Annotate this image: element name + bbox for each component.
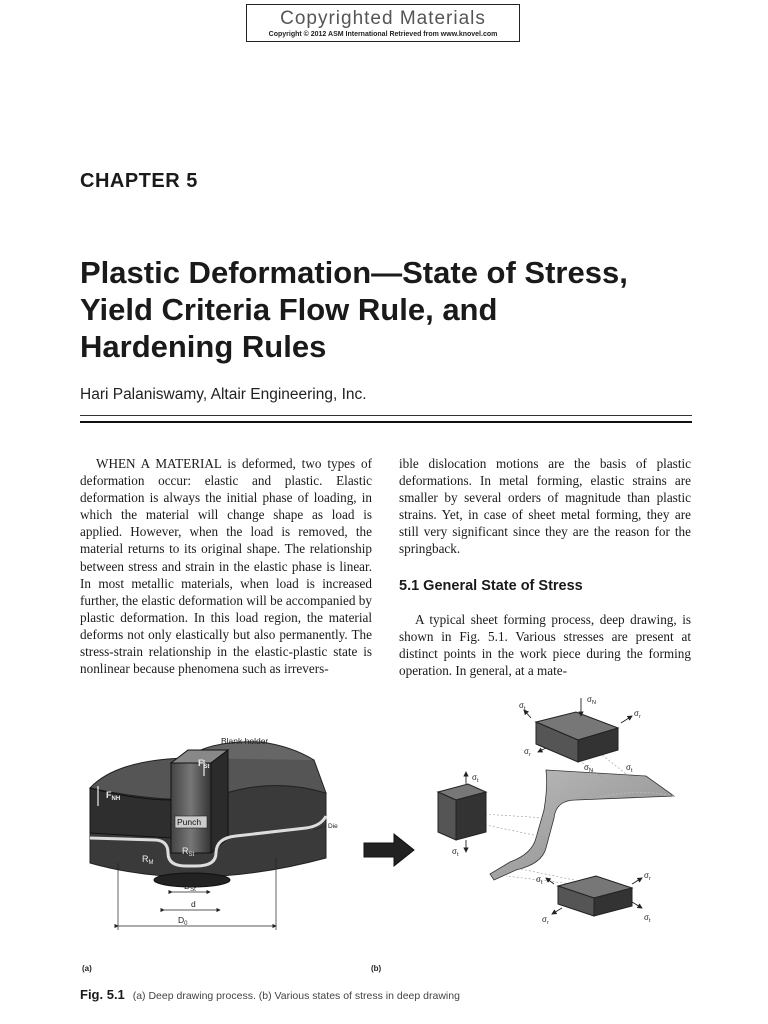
figure-caption: [80, 987, 460, 1002]
label-sigma-r-bottom-2: $\sigma_r$: [542, 915, 549, 926]
label-f-st: $F_{St}$: [198, 758, 210, 770]
label-sigma-t-left: $\sigma_t$: [472, 773, 479, 784]
label-die: Die: [328, 823, 338, 830]
figure-illustration: [76, 688, 708, 978]
banner-title: Copyrighted Materials: [280, 8, 486, 29]
label-d: d: [191, 899, 196, 909]
deep-drawing-assembly: [82, 736, 338, 973]
author-line: Hari Palaniswamy, Altair Engineering, Inc.: [80, 386, 367, 403]
section-paragraph: A typical sheet forming process, deep drawing, is shown in Fig. 5.1. Various stresses are present at distinct points in the work piece during the forming operation. In general, at a mate-: [399, 611, 691, 678]
label-sigma-t-top: $\sigma_t$: [519, 701, 526, 712]
stress-states-diagram: [371, 695, 674, 973]
label-panel-a: (a): [82, 964, 92, 973]
label-r-st: $R_{St}$: [182, 846, 195, 858]
label-sigma-r-top-2: $\sigma_r$: [524, 747, 531, 758]
sheet-strip: [490, 770, 674, 880]
label-d-st: $D_{St}$: [184, 881, 196, 893]
label-panel-b: (b): [371, 964, 382, 973]
stress-block-bottom: [558, 876, 632, 916]
banner-notice: Copyright © 2012 ASM International Retrieved from www.knovel.com: [268, 31, 498, 38]
label-sigma-t-bottom-2: $\sigma_t$: [644, 913, 651, 924]
continued-paragraph: ible dislocation motions are the basis of plastic deformations. In metal forming, elastic strains are smaller by several orders of magnitude than plastic strains. Yet, in case of sheet metal forming, they are still very significant since they are the reason for the springback.: [399, 456, 691, 557]
punch: [171, 763, 211, 853]
label-d-0: $D_0$: [178, 915, 188, 927]
label-sigma-t-bottom: $\sigma_t$: [536, 875, 543, 886]
stress-block-left: [438, 784, 486, 840]
title-rule-thick: [80, 421, 692, 423]
intro-paragraph: WHEN A MATERIAL is deformed, two types of deformation occur: elastic and plastic. Elastic deformation is always the initial phase of loading, in which the material will change shape as load is applied. However, when the load is removed, the material returns to its original shape. The relationship between stress and strain in the elastic phase is linear. In most metallic materials, when load is increased further, the elastic deformation will be accompanied by plastic deformation. In this load region, the material deforms not only elastically but also permanently. The stress-strain relationship in the elastic-plastic state is nonlinear because phenomena such as irrevers-: [80, 456, 372, 677]
copyright-banner: [246, 4, 520, 42]
figure-number: Fig. 5.1: [80, 987, 125, 1002]
chapter-title: [80, 254, 720, 365]
right-column: [399, 455, 691, 679]
label-sigma-t-top-2: $\sigma_t$: [626, 763, 633, 774]
title-line-2: Yield Criteria Flow Rule, and: [80, 292, 498, 327]
chapter-label: CHAPTER 5: [80, 170, 198, 192]
label-sigma-r-top: $\sigma_r$: [634, 709, 641, 720]
label-blank-holder: Blank holder: [221, 736, 269, 746]
figure-caption-text: (a) Deep drawing process. (b) Various states of stress in deep drawing: [132, 990, 460, 1002]
panel-arrow: [364, 834, 414, 866]
label-r-m: $R_M$: [142, 854, 154, 866]
stress-block-top: [536, 712, 618, 762]
label-sigma-r-bottom: $\sigma_r$: [644, 871, 651, 882]
label-sigma-t-left-2: $\sigma_t$: [452, 847, 459, 858]
title-rule-thin: [80, 415, 692, 416]
label-f-nh: $F_{NH}$: [106, 790, 121, 802]
title-line-3: Hardening Rules: [80, 329, 327, 364]
title-line-1: Plastic Deformation—State of Stress,: [80, 255, 628, 290]
label-sigma-n-bottom: $\sigma_N$: [584, 763, 593, 774]
section-heading: 5.1 General State of Stress: [399, 577, 583, 594]
left-column: [80, 455, 372, 677]
label-sigma-n-top: $\sigma_N$: [587, 695, 596, 706]
label-punch: Punch: [177, 817, 202, 827]
figure-5-1: [76, 688, 708, 978]
